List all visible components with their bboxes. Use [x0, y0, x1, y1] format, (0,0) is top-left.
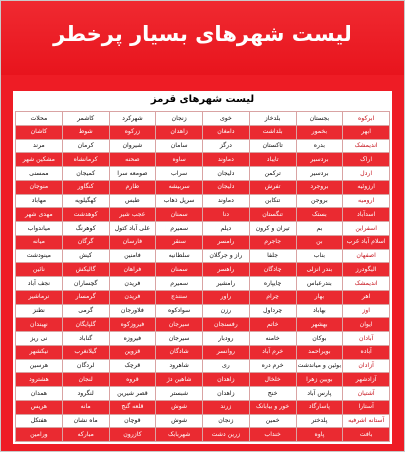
city-cell: شوط: [62, 125, 109, 139]
city-cell: بروجن: [296, 194, 343, 208]
table-row: [16, 387, 390, 401]
city-cell: گیلانغرب: [62, 345, 109, 359]
city-cell: کرمانشاه: [62, 153, 109, 167]
city-cell: پاوه: [296, 428, 343, 442]
city-cell: ارزوئیه: [343, 180, 390, 194]
city-cell: آستارا: [343, 400, 390, 414]
city-cell: سمیرم: [156, 277, 203, 291]
city-cell: پاسارگاد: [296, 400, 343, 414]
city-cell: راهسر: [203, 263, 250, 277]
city-cell: کهگیلویه: [62, 194, 109, 208]
table-row: [16, 400, 390, 414]
city-cell: هریس: [16, 400, 63, 414]
city-cell: خرم دره: [249, 359, 296, 373]
table-row: [16, 277, 390, 291]
table-row: [16, 359, 390, 373]
table-row: [16, 332, 390, 346]
city-cell: لردگان: [62, 359, 109, 373]
city-cell: بویین زهرا: [296, 373, 343, 387]
city-cell: ایوان: [343, 318, 390, 332]
city-cell: بلدخاز: [249, 112, 296, 126]
city-cell: زرکوه: [109, 125, 156, 139]
city-cell: دماوند: [203, 153, 250, 167]
city-cell: اسدآباد: [343, 208, 390, 222]
city-cell: نیکشهر: [16, 345, 63, 359]
city-cell: ساوه: [156, 153, 203, 167]
city-cell: بویراحمد: [296, 345, 343, 359]
city-cell: قزوین: [109, 345, 156, 359]
city-cell: بندرعباس: [296, 277, 343, 291]
city-cell: چرداول: [249, 304, 296, 318]
table-row: [16, 208, 390, 222]
city-cell: ماه نشان: [62, 414, 109, 428]
city-cell: گرمسار: [62, 290, 109, 304]
city-cell: جلفا: [249, 249, 296, 263]
city-cell: شهربابک: [156, 428, 203, 442]
city-cell: کاشان: [16, 125, 63, 139]
city-cell: ارومیه: [343, 194, 390, 208]
city-cell: تاکستان: [249, 139, 296, 153]
city-cell: نائین: [16, 263, 63, 277]
city-cell: اهر: [343, 290, 390, 304]
city-cell: سامان: [156, 139, 203, 153]
city-cell: زرند: [203, 400, 250, 414]
city-cell: کمیجان: [62, 167, 109, 181]
city-cell: بخمور: [296, 125, 343, 139]
city-cell: شاهین دژ: [156, 373, 203, 387]
city-cell: بردسیر: [296, 153, 343, 167]
city-cell: رزن: [203, 304, 250, 318]
city-cell: کازرون: [109, 428, 156, 442]
city-cell: ممسنی: [16, 167, 63, 181]
city-cell: سمنان: [156, 263, 203, 277]
table-row: [16, 125, 390, 139]
city-cell: قوچان: [109, 414, 156, 428]
city-cell: سیرجان: [156, 318, 203, 332]
city-cell: اندیمشک: [343, 139, 390, 153]
city-cell: اندیمشک: [343, 277, 390, 291]
city-cell: بستک: [296, 208, 343, 222]
city-cell: بهشهر: [296, 318, 343, 332]
city-cell: شادگان: [156, 345, 203, 359]
city-cell: خور و بیابانک: [249, 400, 296, 414]
city-cell: زاهدان: [156, 125, 203, 139]
city-cell: روانسر: [203, 345, 250, 359]
table-row: [16, 428, 390, 442]
table-row: [16, 112, 390, 126]
city-cell: ورامین: [16, 428, 63, 442]
city-cell: دنا: [203, 208, 250, 222]
city-cell: مشکین شهر: [16, 153, 63, 167]
city-cell: لنجان: [62, 373, 109, 387]
city-cell: فارسان: [109, 235, 156, 249]
city-cell: آستانه اشرفیه: [343, 414, 390, 428]
city-cell: خنداب: [249, 428, 296, 442]
table-row: [16, 318, 390, 332]
city-cell: آزادان: [343, 359, 390, 373]
city-cell: کوهدشت: [62, 208, 109, 222]
city-cell: راز و جرگلان: [203, 249, 250, 263]
city-cell: خوی: [203, 112, 250, 126]
city-cell: سرپل ذهاب: [156, 194, 203, 208]
city-cell: فامنین: [109, 249, 156, 263]
city-cell: کنگاور: [62, 180, 109, 194]
city-cell: تنکابن: [249, 194, 296, 208]
city-cell: نطنز: [16, 304, 63, 318]
city-cell: دیلم: [203, 222, 250, 236]
city-cell: میاندواب: [16, 222, 63, 236]
city-cell: کیش: [62, 249, 109, 263]
city-cell: صومعه سرا: [109, 167, 156, 181]
city-cell: بردسیر: [296, 167, 343, 181]
city-cell: شبستر: [156, 387, 203, 401]
city-cell: قرچک: [109, 359, 156, 373]
city-cell: ری: [203, 359, 250, 373]
city-cell: سنندج: [156, 290, 203, 304]
city-cell: بروجرد: [296, 180, 343, 194]
city-cell: عجب شیر: [109, 208, 156, 222]
city-cell: درگز: [203, 139, 250, 153]
city-cell: فریدن: [109, 277, 156, 291]
city-cell: لنگرود: [62, 387, 109, 401]
city-cell: مرند: [16, 139, 63, 153]
table-row: [16, 222, 390, 236]
city-cell: سمیرم: [156, 222, 203, 236]
city-cell: نی ریز: [16, 332, 63, 346]
table-row: [16, 345, 390, 359]
city-cell: طارم: [109, 180, 156, 194]
city-cell: فریدن: [109, 290, 156, 304]
city-cell: دامغان: [203, 125, 250, 139]
city-cell: پلدختر: [296, 414, 343, 428]
table-title: لیست شهرهای قرمز: [150, 94, 255, 105]
table-row: [16, 414, 390, 428]
city-cell: بم: [296, 222, 343, 236]
city-cell: قروه: [109, 373, 156, 387]
city-cell: بن: [296, 235, 343, 249]
city-cell: تایباد: [249, 153, 296, 167]
table-row: [16, 153, 390, 167]
city-cell: شاهرود: [156, 359, 203, 373]
city-cell: ترکمن: [249, 167, 296, 181]
city-cell: چایپاره: [249, 277, 296, 291]
city-cell: پارس آباد: [296, 387, 343, 401]
city-cell: خامنه: [249, 332, 296, 346]
table-row: [16, 167, 390, 181]
city-cell: فلاورجان: [109, 304, 156, 318]
city-cell: بهار: [296, 290, 343, 304]
city-cell: شیروان: [109, 139, 156, 153]
city-cell: رفسنجان: [203, 318, 250, 332]
city-cell: سمنان: [156, 208, 203, 222]
city-cell: جاجرم: [249, 235, 296, 249]
city-cell: خرم آباد: [249, 345, 296, 359]
city-cell: علی آباد کتول: [109, 222, 156, 236]
city-cell: خاتم: [249, 318, 296, 332]
city-cell: میانه: [16, 235, 63, 249]
city-cell: نرماشیر: [16, 290, 63, 304]
cities-table: [15, 111, 390, 442]
city-cell: شهرکرد: [109, 112, 156, 126]
city-cell: نهبندان: [16, 318, 63, 332]
city-cell: آباده: [343, 345, 390, 359]
city-cell: آشتیان: [343, 387, 390, 401]
city-cell: مهدی شهر: [16, 208, 63, 222]
city-cell: رامسر: [203, 235, 250, 249]
table-row: [16, 180, 390, 194]
city-cell: فیروزه: [109, 332, 156, 346]
city-cell: صحنه: [109, 153, 156, 167]
city-cell: کرمان: [62, 139, 109, 153]
city-cell: بلداشت: [249, 125, 296, 139]
city-cell: قصر شیرین: [109, 387, 156, 401]
city-cell: گچساران: [62, 277, 109, 291]
city-cell: بدره: [296, 139, 343, 153]
city-cell: اردل: [343, 167, 390, 181]
table-row: [16, 194, 390, 208]
table-row: [16, 249, 390, 263]
city-cell: رامشیر: [203, 277, 250, 291]
city-cell: آبادان: [343, 332, 390, 346]
city-cell: فیروزکوه: [109, 318, 156, 332]
city-cell: بوئین و میاندشت: [296, 359, 343, 373]
table-row: [16, 139, 390, 153]
city-cell: بافت: [343, 428, 390, 442]
table-row: [16, 373, 390, 387]
city-cell: الیگودرز: [343, 263, 390, 277]
city-cell: اسفراین: [343, 222, 390, 236]
city-cell: سنقر: [156, 235, 203, 249]
city-cell: گناباد: [62, 332, 109, 346]
city-cell: گالیکش: [62, 263, 109, 277]
city-cell: همدان: [16, 387, 63, 401]
table-row: [16, 235, 390, 249]
city-cell: دلیجان: [203, 167, 250, 181]
city-cell: قلعه گنج: [109, 400, 156, 414]
table-row: [16, 263, 390, 277]
city-cell: هرسین: [16, 359, 63, 373]
city-cell: نجف آباد: [16, 277, 63, 291]
city-cell: زاهدان: [203, 373, 250, 387]
city-cell: بندر انزلی: [296, 263, 343, 277]
city-cell: زنجان: [203, 414, 250, 428]
city-cell: کاشمر: [62, 112, 109, 126]
city-cell: سربیشه: [156, 180, 203, 194]
city-cell: دماوند: [203, 194, 250, 208]
city-cell: منوجان: [16, 180, 63, 194]
city-cell: بجستان: [296, 112, 343, 126]
city-cell: هشترود: [16, 373, 63, 387]
city-cell: مبارکه: [62, 428, 109, 442]
city-cell: بوکان: [296, 332, 343, 346]
page-title: لیست شهرهای بسیار پرخطر: [53, 22, 352, 46]
city-cell: اصفهان: [343, 249, 390, 263]
city-cell: مانه: [62, 400, 109, 414]
city-cell: سیرجان: [156, 332, 203, 346]
city-cell: رودبار: [203, 332, 250, 346]
city-cell: اراک: [343, 153, 390, 167]
city-cell: مهاباد: [16, 194, 63, 208]
city-cell: فراهان: [109, 263, 156, 277]
city-cell: اسلام آباد غرب: [343, 235, 390, 249]
city-cell: زنجان: [156, 112, 203, 126]
city-cell: گلپایگان: [62, 318, 109, 332]
city-cell: بناب: [296, 249, 343, 263]
red-cities-card: [13, 91, 392, 444]
city-cell: سوادکوه: [156, 304, 203, 318]
city-cell: هفتکل: [16, 414, 63, 428]
city-cell: سلطانیه: [156, 249, 203, 263]
city-cell: خمین: [249, 414, 296, 428]
city-cell: گرمی: [62, 304, 109, 318]
city-cell: خنج: [249, 387, 296, 401]
city-cell: آزادشهر: [343, 373, 390, 387]
city-cell: مینودشت: [16, 249, 63, 263]
city-cell: ابهر: [343, 125, 390, 139]
city-cell: راور: [203, 290, 250, 304]
city-cell: دلیجان: [203, 180, 250, 194]
city-cell: شوش: [156, 400, 203, 414]
city-cell: شوش: [156, 414, 203, 428]
table-row: [16, 304, 390, 318]
city-cell: چرام: [249, 290, 296, 304]
city-cell: چادگان: [249, 263, 296, 277]
city-cell: زاهدان: [203, 387, 250, 401]
city-cell: کوهرنگ: [62, 222, 109, 236]
city-cell: طبس: [109, 194, 156, 208]
city-cell: زرین دشت: [203, 428, 250, 442]
city-cell: سراب: [156, 167, 203, 181]
city-cell: ابرکوه: [343, 112, 390, 126]
table-row: [16, 290, 390, 304]
city-cell: خلخال: [249, 373, 296, 387]
card-header: [13, 91, 392, 109]
city-cell: بهاباد: [296, 304, 343, 318]
city-cell: تیران و کرون: [249, 222, 296, 236]
city-cell: محلات: [16, 112, 63, 126]
city-cell: اوز: [343, 304, 390, 318]
city-cell: گرگان: [62, 235, 109, 249]
city-cell: تنگستان: [249, 208, 296, 222]
city-cell: تفرش: [249, 180, 296, 194]
